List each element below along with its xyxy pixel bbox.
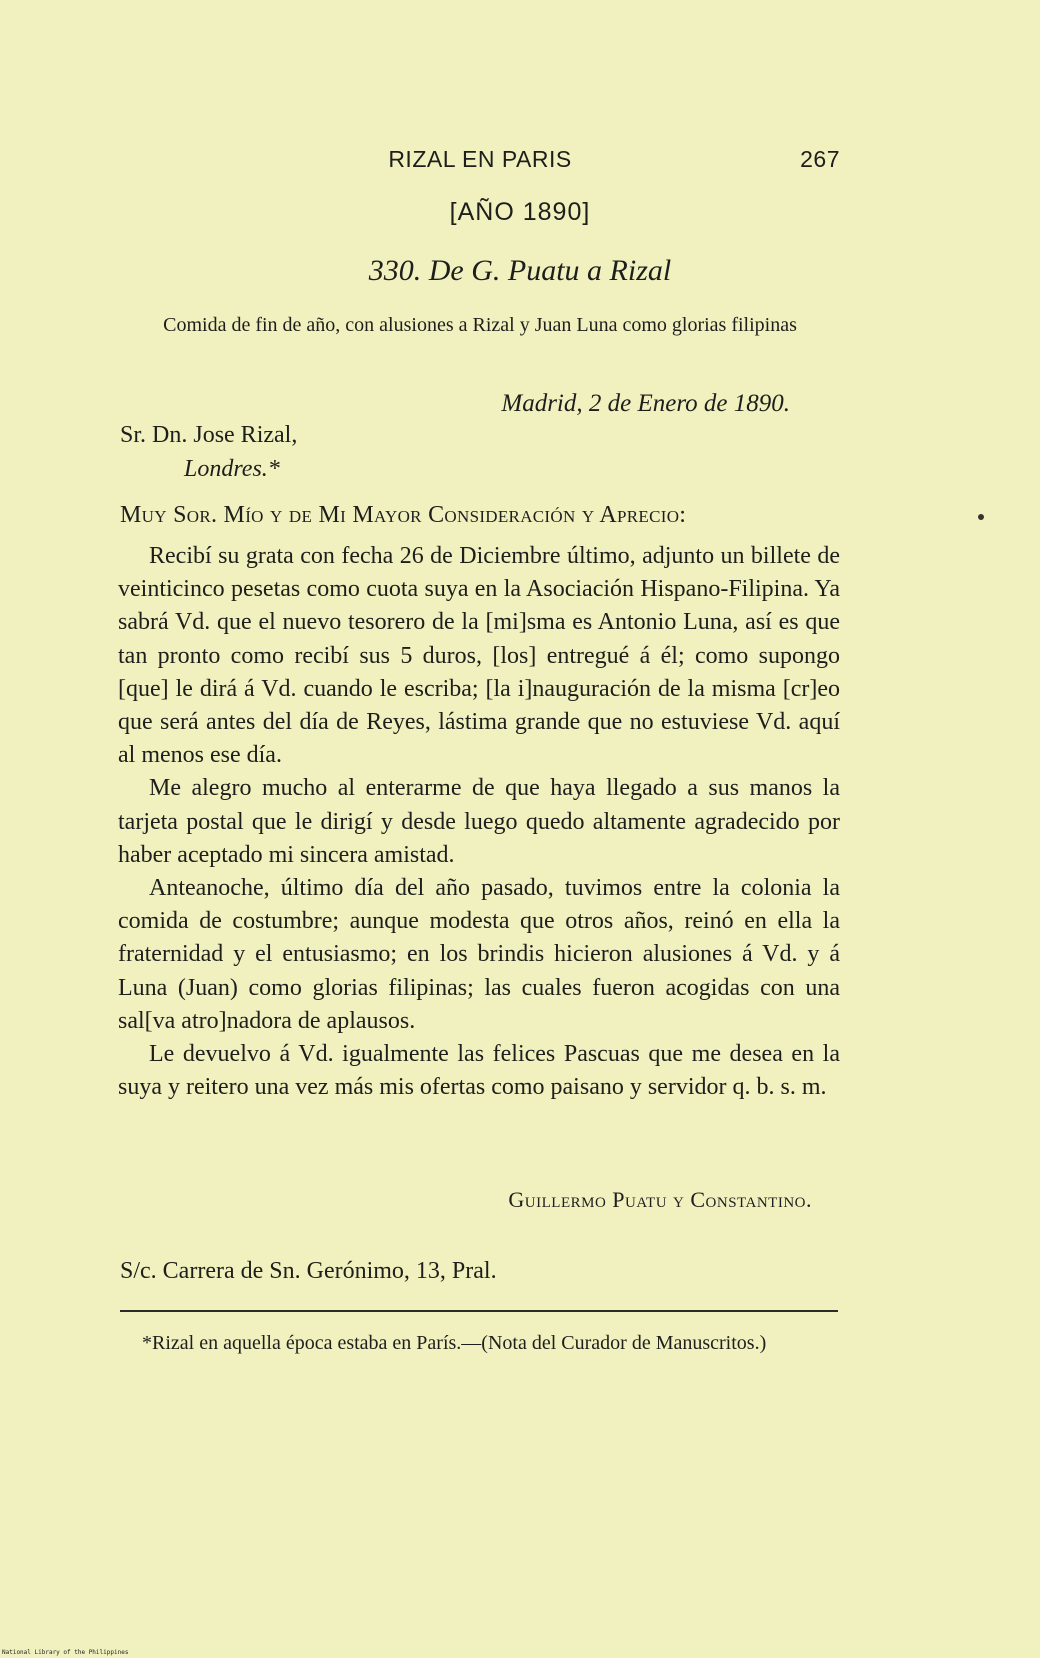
salutation: Muy Sor. Mío y de Mi Mayor Consideración y Aprecio: [120,502,687,528]
sender-address: S/c. Carrera de Sn. Gerónimo, 13, Pral. [120,1258,497,1284]
footnote-text: *Rizal en aquella época estaba en París.—(Nota del Curador de Manuscritos.) [142,1332,767,1354]
letter-title: 330. De G. Puatu a Rizal [368,254,672,287]
body-paragraph: Recibí su grata con fecha 26 de Diciembre último, adjunto un billete de veinticinco pesetas como cuota suya en la Asociación Hispano-Filipina. Ya sabrá Vd. que el nuevo tesorero de la [mi]sma es Antonio Luna, así es que tan pronto como recibí sus 5 duros, [los] entregué á él; como supongo [que] le dirá á Vd. cuando le escriba; [la i]nauguración de la misma [cr]eo que será antes del día de Reyes, lástima grande que no estuviese Vd. aquí al menos ese día. [118,543,840,769]
dateline: Madrid, 2 de Enero de 1890. [501,390,790,417]
margin-dot-mark [978,514,984,520]
signature: Guillermo Puatu y Constantino. [508,1187,812,1212]
footnote [120,1328,838,1359]
body-paragraph: Anteanoche, último día del año pasado, tuvimos entre la colonia la comida de costumbre; aunque modesta que otros años, reinó en ella la fraternidad y el entusiasmo; en los brindis hicieron alusiones á Vd. y á Luna (Juan) como glorias filipinas; las cuales fueron acogidas con una sal[va atro]nadora de aplausos. [118,875,840,1034]
year-heading: [AÑO 1890] [449,198,591,226]
footnote-divider [120,1310,838,1312]
running-title: RIZAL EN PARIS [388,146,572,172]
body-paragraph: Le devuelvo á Vd. igualmente las felices Pascuas que me desea en la suya y reitero una vez más mis ofertas como paisano y servidor q. b. s. m. [118,1041,840,1101]
addressee [120,418,297,486]
page-header [120,146,840,180]
letter-summary: Comida de fin de año, con alusiones a Rizal y Juan Luna como glorias filipinas [163,314,797,336]
addressee-place: Londres.* [184,456,280,482]
addressee-name: Sr. Dn. Jose Rizal, [120,422,298,448]
letter-body [118,540,840,1104]
page-number: 267 [800,146,840,172]
library-credit: National Library of the Philippines [2,1649,129,1656]
body-paragraph: Me alegro mucho al enterarme de que haya llegado a sus manos la tarjeta postal que le dirigí y desde luego quedo altamente agradecido por haber aceptado mi sincera amistad. [118,775,840,868]
